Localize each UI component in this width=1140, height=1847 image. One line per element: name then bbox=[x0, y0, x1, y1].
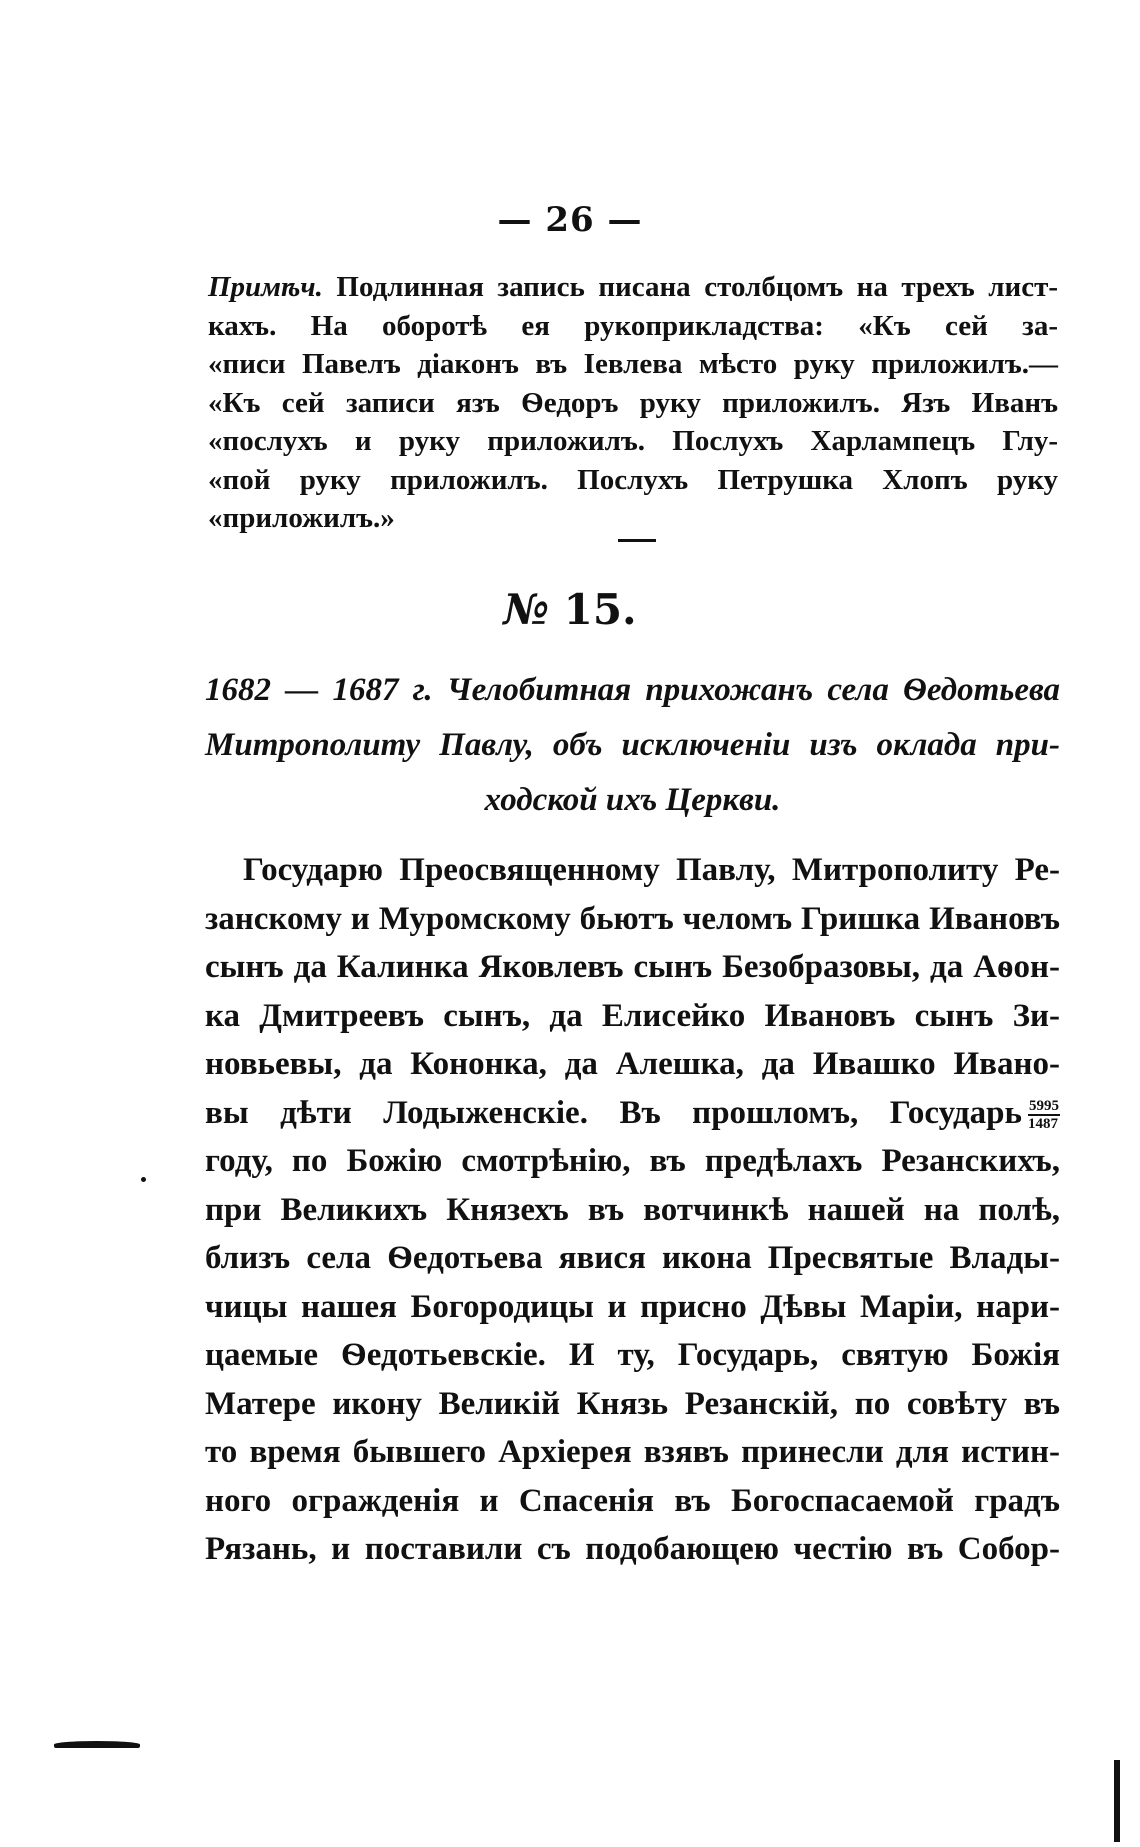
body-line: сынъ да Калинка Яковлевъ сынъ Безобразовы, да Аѳон- bbox=[205, 949, 1060, 985]
number-sign: № bbox=[503, 585, 549, 634]
section-divider bbox=[618, 539, 656, 542]
editor-note bbox=[208, 268, 1058, 538]
note-line: «Къ сей записи язъ Ѳедоръ руку приложилъ. Язъ Иванъ bbox=[208, 386, 1058, 419]
scan-artifact-right bbox=[1114, 1760, 1120, 1842]
note-line: «писи Павелъ діаконъ въ Іевлева мѣсто руку приложилъ.— bbox=[208, 348, 1058, 380]
year-fraction bbox=[1028, 1098, 1060, 1132]
body-line: то время бывшего Архіерея взявъ принесли для истин- bbox=[205, 1434, 1060, 1470]
body-line: Рязань, и поставили съ подобающею честію въ Собор- bbox=[205, 1531, 1060, 1567]
year-fraction-numerator: 5995 bbox=[1029, 1097, 1059, 1114]
body-line-text: вы дѣти Лодыженскіе. Въ прошломъ, Государь bbox=[205, 1094, 1022, 1131]
note-label: Примѣч. bbox=[208, 271, 323, 303]
body-line: занскому и Муромскому бьютъ челомъ Гришка Ивановъ bbox=[205, 900, 1060, 937]
note-line bbox=[208, 268, 1058, 307]
document-heading bbox=[205, 663, 1060, 828]
body-line: чицы нашея Богородицы и присно Дѣвы Маріи, нари- bbox=[205, 1288, 1060, 1325]
note-line: «послухъ и руку приложилъ. Послухъ Харлампецъ Глу- bbox=[208, 425, 1058, 457]
document-number bbox=[0, 585, 1140, 634]
heading-line: Митрополиту Павлу, объ исключеніи изъ оклада при- bbox=[205, 727, 1060, 763]
page-number: — 26 — bbox=[497, 200, 643, 240]
body-line: при Великихъ Князехъ въ вотчинкѣ нашей на полѣ, bbox=[205, 1191, 1060, 1228]
body-line: году, по Божію смотрѣнію, въ предѣлахъ Резанскихъ, bbox=[205, 1143, 1060, 1179]
document-body bbox=[205, 846, 1060, 1574]
note-line-text: Подлинная запись писана столбцомъ на трехъ лист- bbox=[336, 271, 1059, 303]
body-line: близъ села Ѳедотьева явися икона Пресвятые Влады- bbox=[205, 1240, 1060, 1276]
heading-line: ходской ихъ Церкви. bbox=[484, 782, 781, 818]
body-line: ка Дмитреевъ сынъ, да Елисейко Ивановъ сынъ Зи- bbox=[205, 997, 1060, 1034]
note-line: кахъ. На оборотѣ ея рукоприкладства: «Къ сей за- bbox=[208, 309, 1058, 342]
year-fraction-denominator: 1487 bbox=[1028, 1115, 1058, 1132]
body-line: Матере икону Великій Князь Резанскій, по совѣту въ bbox=[205, 1385, 1060, 1422]
body-line: Государю Преосвященному Павлу, Митрополиту Ре- bbox=[243, 852, 1060, 888]
body-line: цаемые Ѳедотьевскіе. И ту, Государь, святую Божія bbox=[205, 1337, 1060, 1373]
number-value: 15. bbox=[563, 585, 637, 634]
scan-artifact-left bbox=[54, 1741, 140, 1748]
heading-line: 1682 — 1687 г. Челобитная прихожанъ села Ѳедотьева bbox=[205, 672, 1060, 708]
body-line: ного огражденія и Спасенія въ Богоспасаемой градъ bbox=[205, 1482, 1060, 1519]
note-line: «пой руку приложилъ. Послухъ Петрушка Хлопъ руку bbox=[208, 463, 1058, 496]
body-line: новьевы, да Кононка, да Алешка, да Ивашко Ивано- bbox=[205, 1046, 1060, 1082]
note-line: «приложилъ.» bbox=[208, 502, 395, 534]
body-line bbox=[205, 1089, 1060, 1138]
scan-artifact-dot bbox=[141, 1177, 146, 1182]
